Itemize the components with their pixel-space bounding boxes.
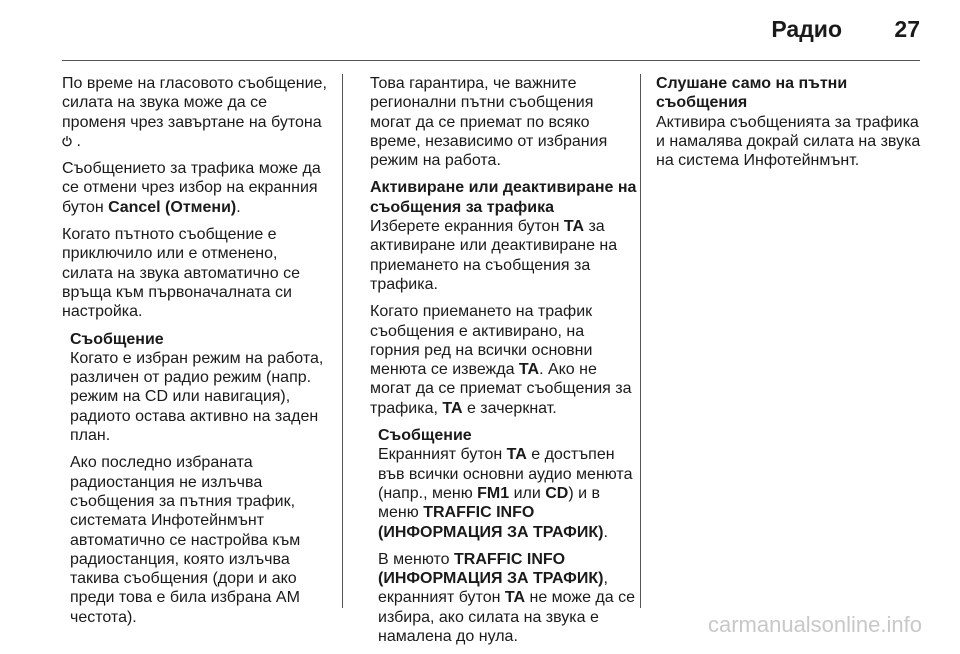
note-block — [370, 426, 638, 646]
cancel-button-ref: Cancel (Отмени) — [108, 198, 237, 216]
column-1 — [62, 74, 330, 635]
paragraph: Това гарантира, че важните регионални пътни съобщения могат да се приемат по всяко време, независимо от избрания режим на работа. — [370, 75, 608, 170]
column-2 — [370, 74, 638, 654]
paragraph: В менюто TRAFFIC INFO (ИНФОРМАЦИЯ ЗА ТРАФИК), екранният бутон TA не може да се избира, ако силата на звука е намалена до нула. — [378, 550, 635, 646]
paragraph: Ако последно избраната радиостанция не излъчва съобщения за пътния трафик, системата Инфотейнмънт автоматично се настройва към радиостанция, която излъчва такива съобщения (дори и ако преди това е била избрана AM честота). — [70, 454, 301, 626]
page-number: 27 — [894, 16, 920, 42]
page-title: Радио — [771, 16, 842, 42]
paragraph: Изберете екранния бутон TA за активиране или деактивиране на приемането на съобщения за трафика. — [370, 218, 618, 293]
column-divider — [342, 74, 343, 608]
header-rule — [62, 60, 920, 61]
section-heading: Слушане само на пътни съобщения — [656, 75, 848, 112]
section-heading: Активиране или деактивиране на съобщения за трафика — [370, 179, 637, 216]
page-header — [0, 14, 960, 50]
paragraph: Съобщението за трафика може да се отмени чрез избор на екранния бутон Cancel (Отмени). — [62, 160, 321, 216]
column-3 — [656, 74, 924, 178]
power-icon — [62, 135, 72, 147]
paragraph: Екранният бутон TA е достъпен във всички основни аудио менюта (напр., меню FM1 или CD) и в меню TRAFFIC INFO (ИНФОРМАЦИЯ ЗА ТРАФИК). — [378, 446, 633, 541]
watermark: carmanualsonline.info — [707, 612, 922, 637]
paragraph: Активира съобщенията за трафика и намалява докрай силата на звука на система Инфотейнмънт. — [656, 113, 921, 170]
note-title: Съобщение — [70, 330, 164, 348]
paragraph: По време на гласовото съобщение, силата на звука може да се променя чрез завъртане на бутона . — [62, 75, 327, 150]
note-title: Съобщение — [378, 427, 472, 445]
note-block — [62, 330, 330, 627]
paragraph: Когато пътното съобщение е приключило или е отменено, силата на звука автоматично се връща към първоначалната си настройка. — [62, 226, 300, 321]
paragraph: Когато приемането на трафик съобщения е активирано, на горния ред на всички основни менюта се извежда TA. Ако не могат да се приемат съобщения за трафика, TA е зачеркнат. — [370, 303, 632, 417]
column-divider — [640, 74, 641, 608]
paragraph: Когато е избран режим на работа, различен от радио режим (напр. режим на CD или навигация), радиото остава активно на заден план. — [70, 349, 324, 445]
